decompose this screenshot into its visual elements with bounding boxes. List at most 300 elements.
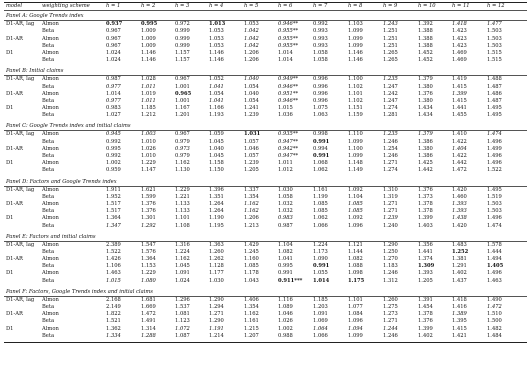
value-cell: 1.239 bbox=[244, 160, 259, 167]
value-cell: 1.099 bbox=[348, 35, 363, 42]
header-h: h = 5 bbox=[244, 3, 259, 9]
value-cell: 0.988 bbox=[278, 332, 293, 339]
header-scheme: weighting scheme bbox=[42, 3, 90, 9]
value-cell: 1.162 bbox=[175, 160, 190, 167]
value-cell: 1.296 bbox=[175, 296, 190, 303]
table-row bbox=[4, 153, 527, 160]
value-cell: 0.993 bbox=[313, 35, 328, 42]
value-cell: 1.009 bbox=[141, 28, 156, 35]
value-cell: 1.042 bbox=[244, 42, 259, 49]
value-cell: 1.026 bbox=[278, 318, 293, 325]
value-cell: 1.162 bbox=[244, 200, 259, 207]
value-cell: 1.271 bbox=[383, 200, 398, 207]
value-cell: 0.993 bbox=[313, 28, 328, 35]
value-cell: 1.116 bbox=[278, 296, 293, 303]
value-cell: 1.469 bbox=[452, 49, 467, 56]
value-cell: 1.205 bbox=[244, 167, 259, 174]
value-cell: 1.472 bbox=[487, 304, 502, 310]
value-cell: 1.201 bbox=[175, 112, 190, 119]
value-cell: 1.104 bbox=[278, 241, 293, 248]
table-row bbox=[4, 91, 527, 98]
value-cell: 1.247 bbox=[383, 97, 398, 104]
value-cell: 1.389 bbox=[452, 311, 467, 318]
value-cell: 1.247 bbox=[383, 83, 398, 90]
value-cell: 0.959 bbox=[106, 167, 121, 174]
scheme-cell: Beta bbox=[42, 167, 55, 174]
value-cell: 1.495 bbox=[487, 186, 502, 193]
value-cell: 1.162 bbox=[244, 311, 259, 318]
model-cell: D1-AR bbox=[6, 311, 23, 318]
value-cell: 1.243 bbox=[383, 21, 398, 28]
value-cell: 1.099 bbox=[348, 153, 363, 159]
value-cell: 1.423 bbox=[452, 28, 467, 35]
scheme-cell: Almon bbox=[42, 35, 59, 42]
value-cell: 1.212 bbox=[141, 112, 156, 119]
value-cell: 0.942** bbox=[278, 145, 299, 152]
value-cell: 1.347 bbox=[106, 222, 121, 229]
value-cell: 1.055 bbox=[313, 270, 328, 277]
value-cell: 1.576 bbox=[141, 248, 156, 255]
value-cell: 1.522 bbox=[106, 248, 121, 255]
table-row bbox=[4, 215, 527, 222]
panel-title-text: Panel F: Factors, Google Trends index and initial claims bbox=[6, 288, 153, 295]
value-cell: 1.069 bbox=[313, 318, 328, 325]
header-h: h = 4 bbox=[209, 3, 224, 9]
value-cell: 1.157 bbox=[175, 49, 190, 56]
value-cell: 1.393 bbox=[452, 208, 467, 215]
value-cell: 1.206 bbox=[244, 215, 259, 222]
header-h: h = 8 bbox=[348, 3, 363, 9]
header-h: h = 12 bbox=[487, 3, 505, 9]
panel-section bbox=[4, 11, 527, 66]
header-h: h = 6 bbox=[278, 3, 293, 9]
value-cell: 1.235 bbox=[383, 131, 398, 138]
value-cell: 1.002 bbox=[106, 160, 121, 167]
value-cell: 1.521 bbox=[106, 318, 121, 325]
value-cell: 0.993 bbox=[313, 42, 328, 49]
value-cell: 1.547 bbox=[141, 241, 156, 248]
scheme-cell: Beta bbox=[42, 304, 55, 310]
value-cell: 0.951** bbox=[278, 90, 299, 97]
panel-title bbox=[4, 287, 527, 296]
value-cell: 1.101 bbox=[175, 215, 190, 222]
table-row bbox=[4, 208, 527, 215]
scheme-cell: Beta bbox=[42, 193, 55, 200]
scheme-cell: Almon bbox=[42, 49, 59, 56]
value-cell: 1.291 bbox=[452, 263, 467, 270]
value-cell: 1.085 bbox=[313, 208, 328, 215]
value-cell: 1.274 bbox=[383, 105, 398, 112]
value-cell: 1.406 bbox=[244, 296, 259, 303]
value-cell: 0.999 bbox=[175, 35, 190, 42]
value-cell: 1.100 bbox=[348, 76, 363, 83]
value-cell: 1.578 bbox=[487, 241, 502, 248]
scheme-cell: Almon bbox=[42, 145, 59, 152]
scheme-cell: Beta bbox=[42, 208, 55, 215]
value-cell: 1.275 bbox=[383, 304, 398, 310]
panel-section bbox=[4, 121, 527, 176]
value-cell: 1.054 bbox=[244, 83, 259, 90]
table-row bbox=[4, 263, 527, 270]
value-cell: 1.057 bbox=[244, 138, 259, 145]
header-h: h = 1 bbox=[106, 3, 121, 9]
value-cell: 1.402 bbox=[418, 332, 433, 339]
value-cell: 1.191 bbox=[209, 325, 224, 332]
value-cell: 1.185 bbox=[141, 105, 156, 112]
value-cell: 1.399 bbox=[418, 325, 433, 332]
value-cell: 1.199 bbox=[313, 193, 328, 200]
value-cell: 1.517 bbox=[106, 208, 121, 215]
value-cell: 1.085 bbox=[313, 200, 328, 207]
header-h: h = 10 bbox=[418, 3, 436, 9]
value-cell: 1.515 bbox=[487, 49, 502, 56]
value-cell: 1.292 bbox=[141, 222, 156, 229]
value-cell: 0.967 bbox=[175, 131, 190, 138]
scheme-cell: Beta bbox=[42, 42, 55, 49]
value-cell: 1.081 bbox=[175, 311, 190, 318]
value-cell: 1.373 bbox=[418, 193, 433, 200]
value-cell: 1.429 bbox=[244, 241, 259, 248]
value-cell: 1.173 bbox=[313, 248, 328, 255]
value-cell: 1.042 bbox=[244, 35, 259, 42]
panels-container bbox=[4, 11, 527, 343]
panel-title-text: Panel A: Google Trends index bbox=[6, 13, 84, 20]
table-row bbox=[4, 36, 527, 43]
value-cell: 0.991 bbox=[313, 263, 330, 270]
value-cell: 1.161 bbox=[244, 318, 259, 325]
value-cell: 2.389 bbox=[106, 241, 121, 248]
value-cell: 1.099 bbox=[348, 28, 363, 35]
value-cell: 1.091 bbox=[313, 311, 328, 318]
value-cell: 1.151 bbox=[348, 105, 363, 112]
value-cell: 0.937 bbox=[106, 21, 123, 28]
value-cell: 1.444 bbox=[487, 248, 502, 255]
value-cell: 1.510 bbox=[487, 311, 502, 318]
value-cell: 1.472 bbox=[141, 311, 156, 318]
value-cell: 1.100 bbox=[348, 145, 363, 152]
value-cell: 1.487 bbox=[487, 97, 502, 104]
value-cell: 1.288 bbox=[141, 332, 156, 339]
value-cell: 0.967 bbox=[106, 28, 121, 35]
table-row bbox=[4, 278, 527, 285]
value-cell: 1.496 bbox=[487, 160, 502, 167]
value-cell: 0.999 bbox=[175, 28, 190, 35]
value-cell: 1.420 bbox=[452, 186, 467, 193]
scheme-cell: Beta bbox=[42, 97, 55, 104]
value-cell: 1.251 bbox=[383, 42, 398, 49]
value-cell: 0.967 bbox=[106, 42, 121, 49]
value-cell: 1.019 bbox=[141, 90, 156, 97]
value-cell: 1.378 bbox=[418, 200, 433, 207]
value-cell: 0.967 bbox=[106, 35, 121, 42]
value-cell: 1.244 bbox=[383, 325, 398, 332]
value-cell: 0.995 bbox=[106, 145, 121, 152]
value-cell: 1.146 bbox=[348, 49, 363, 56]
value-cell: 1.376 bbox=[141, 200, 156, 207]
value-cell: 1.419 bbox=[452, 76, 467, 83]
value-cell: 1.090 bbox=[313, 256, 328, 263]
table-row bbox=[4, 194, 527, 201]
value-cell: 1.235 bbox=[383, 76, 398, 83]
value-cell: 0.996 bbox=[313, 76, 328, 83]
value-cell: 1.057 bbox=[244, 153, 259, 159]
value-cell: 1.167 bbox=[175, 105, 190, 112]
value-cell: 1.146 bbox=[141, 57, 156, 64]
value-cell: 1.032 bbox=[278, 200, 293, 207]
value-cell: 1.087 bbox=[175, 332, 190, 339]
value-cell: 1.379 bbox=[418, 131, 433, 138]
value-cell: 0.983 bbox=[106, 105, 121, 112]
value-cell: 1.068 bbox=[313, 160, 328, 167]
value-cell: 1.015 bbox=[278, 105, 293, 112]
value-cell: 1.242 bbox=[383, 90, 398, 97]
scheme-cell: Beta bbox=[42, 277, 55, 284]
value-cell: 0.972 bbox=[175, 21, 190, 28]
value-cell: 1.098 bbox=[348, 270, 363, 277]
value-cell: 1.271 bbox=[383, 208, 398, 215]
value-cell: 1.147 bbox=[141, 167, 156, 174]
value-cell: 1.251 bbox=[383, 28, 398, 35]
value-cell: 1.380 bbox=[418, 145, 433, 152]
value-cell: 1.376 bbox=[418, 186, 433, 193]
value-cell: 1.415 bbox=[452, 97, 467, 104]
table-row bbox=[4, 187, 527, 194]
value-cell: 1.207 bbox=[244, 332, 259, 339]
value-cell: 0.911*** bbox=[278, 277, 303, 284]
value-cell: 0.991 bbox=[313, 138, 330, 145]
panel-title bbox=[4, 232, 527, 241]
value-cell: 0.992 bbox=[106, 153, 121, 159]
header-h: h = 9 bbox=[383, 3, 398, 9]
value-cell: 1.205 bbox=[418, 277, 433, 284]
value-cell: 1.224 bbox=[313, 241, 328, 248]
value-cell: 1.422 bbox=[452, 153, 467, 159]
value-cell: 1.376 bbox=[418, 90, 433, 97]
value-cell: 1.319 bbox=[383, 193, 398, 200]
value-cell: 1.206 bbox=[244, 49, 259, 56]
value-cell: 1.091 bbox=[175, 270, 190, 277]
value-cell: 1.062 bbox=[313, 215, 328, 222]
value-cell: 1.484 bbox=[487, 332, 502, 339]
model-cell: D1-AR, lag bbox=[6, 241, 35, 248]
value-cell: 1.160 bbox=[244, 256, 259, 263]
scheme-cell: Almon bbox=[42, 186, 59, 193]
value-cell: 1.490 bbox=[487, 296, 502, 303]
value-cell: 1.042 bbox=[244, 28, 259, 35]
value-cell: 1.405 bbox=[487, 263, 504, 270]
scheme-cell: Almon bbox=[42, 270, 59, 277]
value-cell: 0.992 bbox=[313, 21, 328, 28]
value-cell: 1.215 bbox=[244, 325, 259, 332]
table-row bbox=[4, 201, 527, 208]
scheme-cell: Beta bbox=[42, 153, 55, 159]
value-cell: 1.426 bbox=[106, 256, 121, 263]
value-cell: 1.040 bbox=[244, 76, 259, 83]
value-cell: 1.251 bbox=[383, 35, 398, 42]
model-cell: D1 bbox=[6, 325, 14, 332]
value-cell: 1.363 bbox=[209, 241, 224, 248]
value-cell: 1.621 bbox=[141, 186, 156, 193]
value-cell: 1.537 bbox=[175, 304, 190, 310]
value-cell: 1.423 bbox=[452, 35, 467, 42]
value-cell: 1.265 bbox=[383, 49, 398, 56]
value-cell: 1.314 bbox=[141, 325, 156, 332]
panel-title-text: Panel B: Initial claims bbox=[6, 68, 64, 75]
scheme-cell: Beta bbox=[42, 57, 55, 64]
model-cell: D1-AR, lag bbox=[6, 186, 35, 193]
model-cell: D1-AR, lag bbox=[6, 296, 35, 303]
table-row bbox=[4, 160, 527, 167]
table-row bbox=[4, 311, 527, 318]
value-cell: 1.442 bbox=[418, 167, 433, 174]
value-cell: 1.041 bbox=[278, 256, 293, 263]
table-row bbox=[4, 318, 527, 325]
model-cell: D1 bbox=[6, 215, 14, 222]
scheme-cell: Beta bbox=[42, 138, 55, 145]
value-cell: 1.491 bbox=[141, 318, 156, 325]
value-cell: 1.014 bbox=[278, 57, 293, 64]
value-cell: 1.123 bbox=[175, 318, 190, 325]
scheme-cell: Almon bbox=[42, 90, 59, 97]
value-cell: 1.312 bbox=[383, 277, 398, 284]
value-cell: 1.423 bbox=[452, 42, 467, 49]
table-row bbox=[4, 76, 527, 83]
value-cell: 1.015 bbox=[106, 277, 121, 284]
value-cell: 1.183 bbox=[383, 263, 398, 270]
value-cell: 1.519 bbox=[487, 193, 502, 200]
value-cell: 0.996 bbox=[313, 90, 328, 97]
panel-section bbox=[4, 177, 527, 232]
table-row bbox=[4, 256, 527, 263]
value-cell: 1.082 bbox=[348, 256, 363, 263]
table-row bbox=[4, 333, 527, 340]
scheme-cell: Beta bbox=[42, 332, 55, 339]
scheme-cell: Beta bbox=[42, 83, 55, 90]
value-cell: 1.404 bbox=[452, 145, 467, 152]
table-row bbox=[4, 139, 527, 146]
value-cell: 1.380 bbox=[418, 97, 433, 104]
value-cell: 1.011 bbox=[278, 160, 293, 167]
header-h: h = 7 bbox=[313, 3, 328, 9]
value-cell: 1.517 bbox=[106, 200, 121, 207]
value-cell: 1.496 bbox=[487, 153, 502, 159]
value-cell: 0.995 bbox=[278, 263, 293, 270]
model-cell: D1-AR, lag bbox=[6, 21, 35, 28]
value-cell: 1.264 bbox=[209, 208, 224, 215]
value-cell: 1.494 bbox=[487, 256, 502, 263]
bottom-rule bbox=[4, 342, 527, 343]
value-cell: 1.399 bbox=[452, 90, 467, 97]
value-cell: 0.946** bbox=[278, 83, 299, 90]
value-cell: 1.477 bbox=[487, 21, 502, 28]
value-cell: 1.166 bbox=[209, 105, 224, 112]
value-cell: 1.054 bbox=[209, 90, 224, 97]
scheme-cell: Almon bbox=[42, 76, 59, 83]
value-cell: 1.046 bbox=[244, 145, 259, 152]
value-cell: 1.045 bbox=[175, 263, 190, 270]
value-cell: 1.483 bbox=[452, 241, 467, 248]
value-cell: 1.334 bbox=[106, 332, 121, 339]
value-cell: 0.999 bbox=[175, 42, 190, 49]
value-cell: 1.463 bbox=[106, 270, 121, 277]
value-cell: 1.099 bbox=[348, 332, 363, 339]
value-cell: 1.009 bbox=[141, 35, 156, 42]
value-cell: 1.066 bbox=[313, 332, 328, 339]
model-cell: D1 bbox=[6, 270, 14, 277]
value-cell: 1.229 bbox=[175, 186, 190, 193]
value-cell: 1.264 bbox=[209, 200, 224, 207]
value-cell: 1.150 bbox=[209, 167, 224, 174]
table-row bbox=[4, 304, 527, 311]
value-cell: 1.392 bbox=[418, 21, 433, 28]
table-row bbox=[4, 50, 527, 57]
value-cell: 0.996 bbox=[313, 83, 328, 90]
header-h: h = 11 bbox=[452, 3, 470, 9]
value-cell: 1.030 bbox=[278, 186, 293, 193]
value-cell: 1.402 bbox=[452, 270, 467, 277]
value-cell: 1.175 bbox=[348, 277, 365, 284]
value-cell: 1.415 bbox=[452, 325, 467, 332]
value-cell: 1.262 bbox=[209, 256, 224, 263]
value-cell: 1.066 bbox=[313, 222, 328, 229]
value-cell: 1.599 bbox=[141, 193, 156, 200]
value-cell: 1.240 bbox=[383, 222, 398, 229]
value-cell: 1.024 bbox=[175, 277, 190, 284]
value-cell: 1.003 bbox=[141, 131, 156, 138]
panel-title-text: Panel E: Factors and initial claims bbox=[6, 233, 96, 240]
table-row bbox=[4, 98, 527, 105]
value-cell: 1.469 bbox=[452, 57, 467, 64]
value-cell: 1.273 bbox=[383, 311, 398, 318]
value-cell: 1.503 bbox=[487, 28, 502, 35]
value-cell: 1.010 bbox=[141, 153, 156, 159]
scheme-cell: Almon bbox=[42, 241, 59, 248]
value-cell: 1.157 bbox=[175, 57, 190, 64]
value-cell: 1.452 bbox=[418, 57, 433, 64]
value-cell: 1.130 bbox=[175, 167, 190, 174]
value-cell: 1.054 bbox=[244, 97, 259, 104]
value-cell: 1.099 bbox=[348, 138, 363, 145]
value-cell: 1.290 bbox=[383, 241, 398, 248]
value-cell: 1.376 bbox=[141, 208, 156, 215]
value-cell: 1.094 bbox=[348, 325, 363, 332]
value-cell: 1.271 bbox=[383, 160, 398, 167]
value-cell: 1.393 bbox=[418, 270, 433, 277]
value-cell: 1.290 bbox=[209, 318, 224, 325]
value-cell: 1.178 bbox=[244, 270, 259, 277]
value-cell: 0.998 bbox=[313, 131, 328, 138]
scheme-cell: Almon bbox=[42, 160, 59, 167]
value-cell: 1.496 bbox=[487, 270, 502, 277]
value-cell: 1.354 bbox=[244, 193, 259, 200]
value-cell: 1.053 bbox=[244, 21, 259, 28]
value-cell: 1.403 bbox=[418, 222, 433, 229]
value-cell: 1.246 bbox=[383, 138, 398, 145]
value-cell: 1.085 bbox=[348, 208, 363, 215]
value-cell: 1.281 bbox=[383, 112, 398, 119]
value-cell: 1.110 bbox=[348, 131, 363, 138]
value-cell: 1.148 bbox=[348, 160, 363, 167]
value-cell: 1.495 bbox=[487, 112, 502, 119]
value-cell: 1.101 bbox=[348, 90, 363, 97]
value-cell: 1.454 bbox=[418, 304, 433, 310]
value-cell: 1.374 bbox=[418, 256, 433, 263]
value-cell: 1.265 bbox=[383, 57, 398, 64]
value-cell: 1.416 bbox=[452, 304, 467, 310]
value-cell: 1.438 bbox=[452, 215, 467, 222]
table-row bbox=[4, 146, 527, 153]
value-cell: 1.133 bbox=[175, 200, 190, 207]
